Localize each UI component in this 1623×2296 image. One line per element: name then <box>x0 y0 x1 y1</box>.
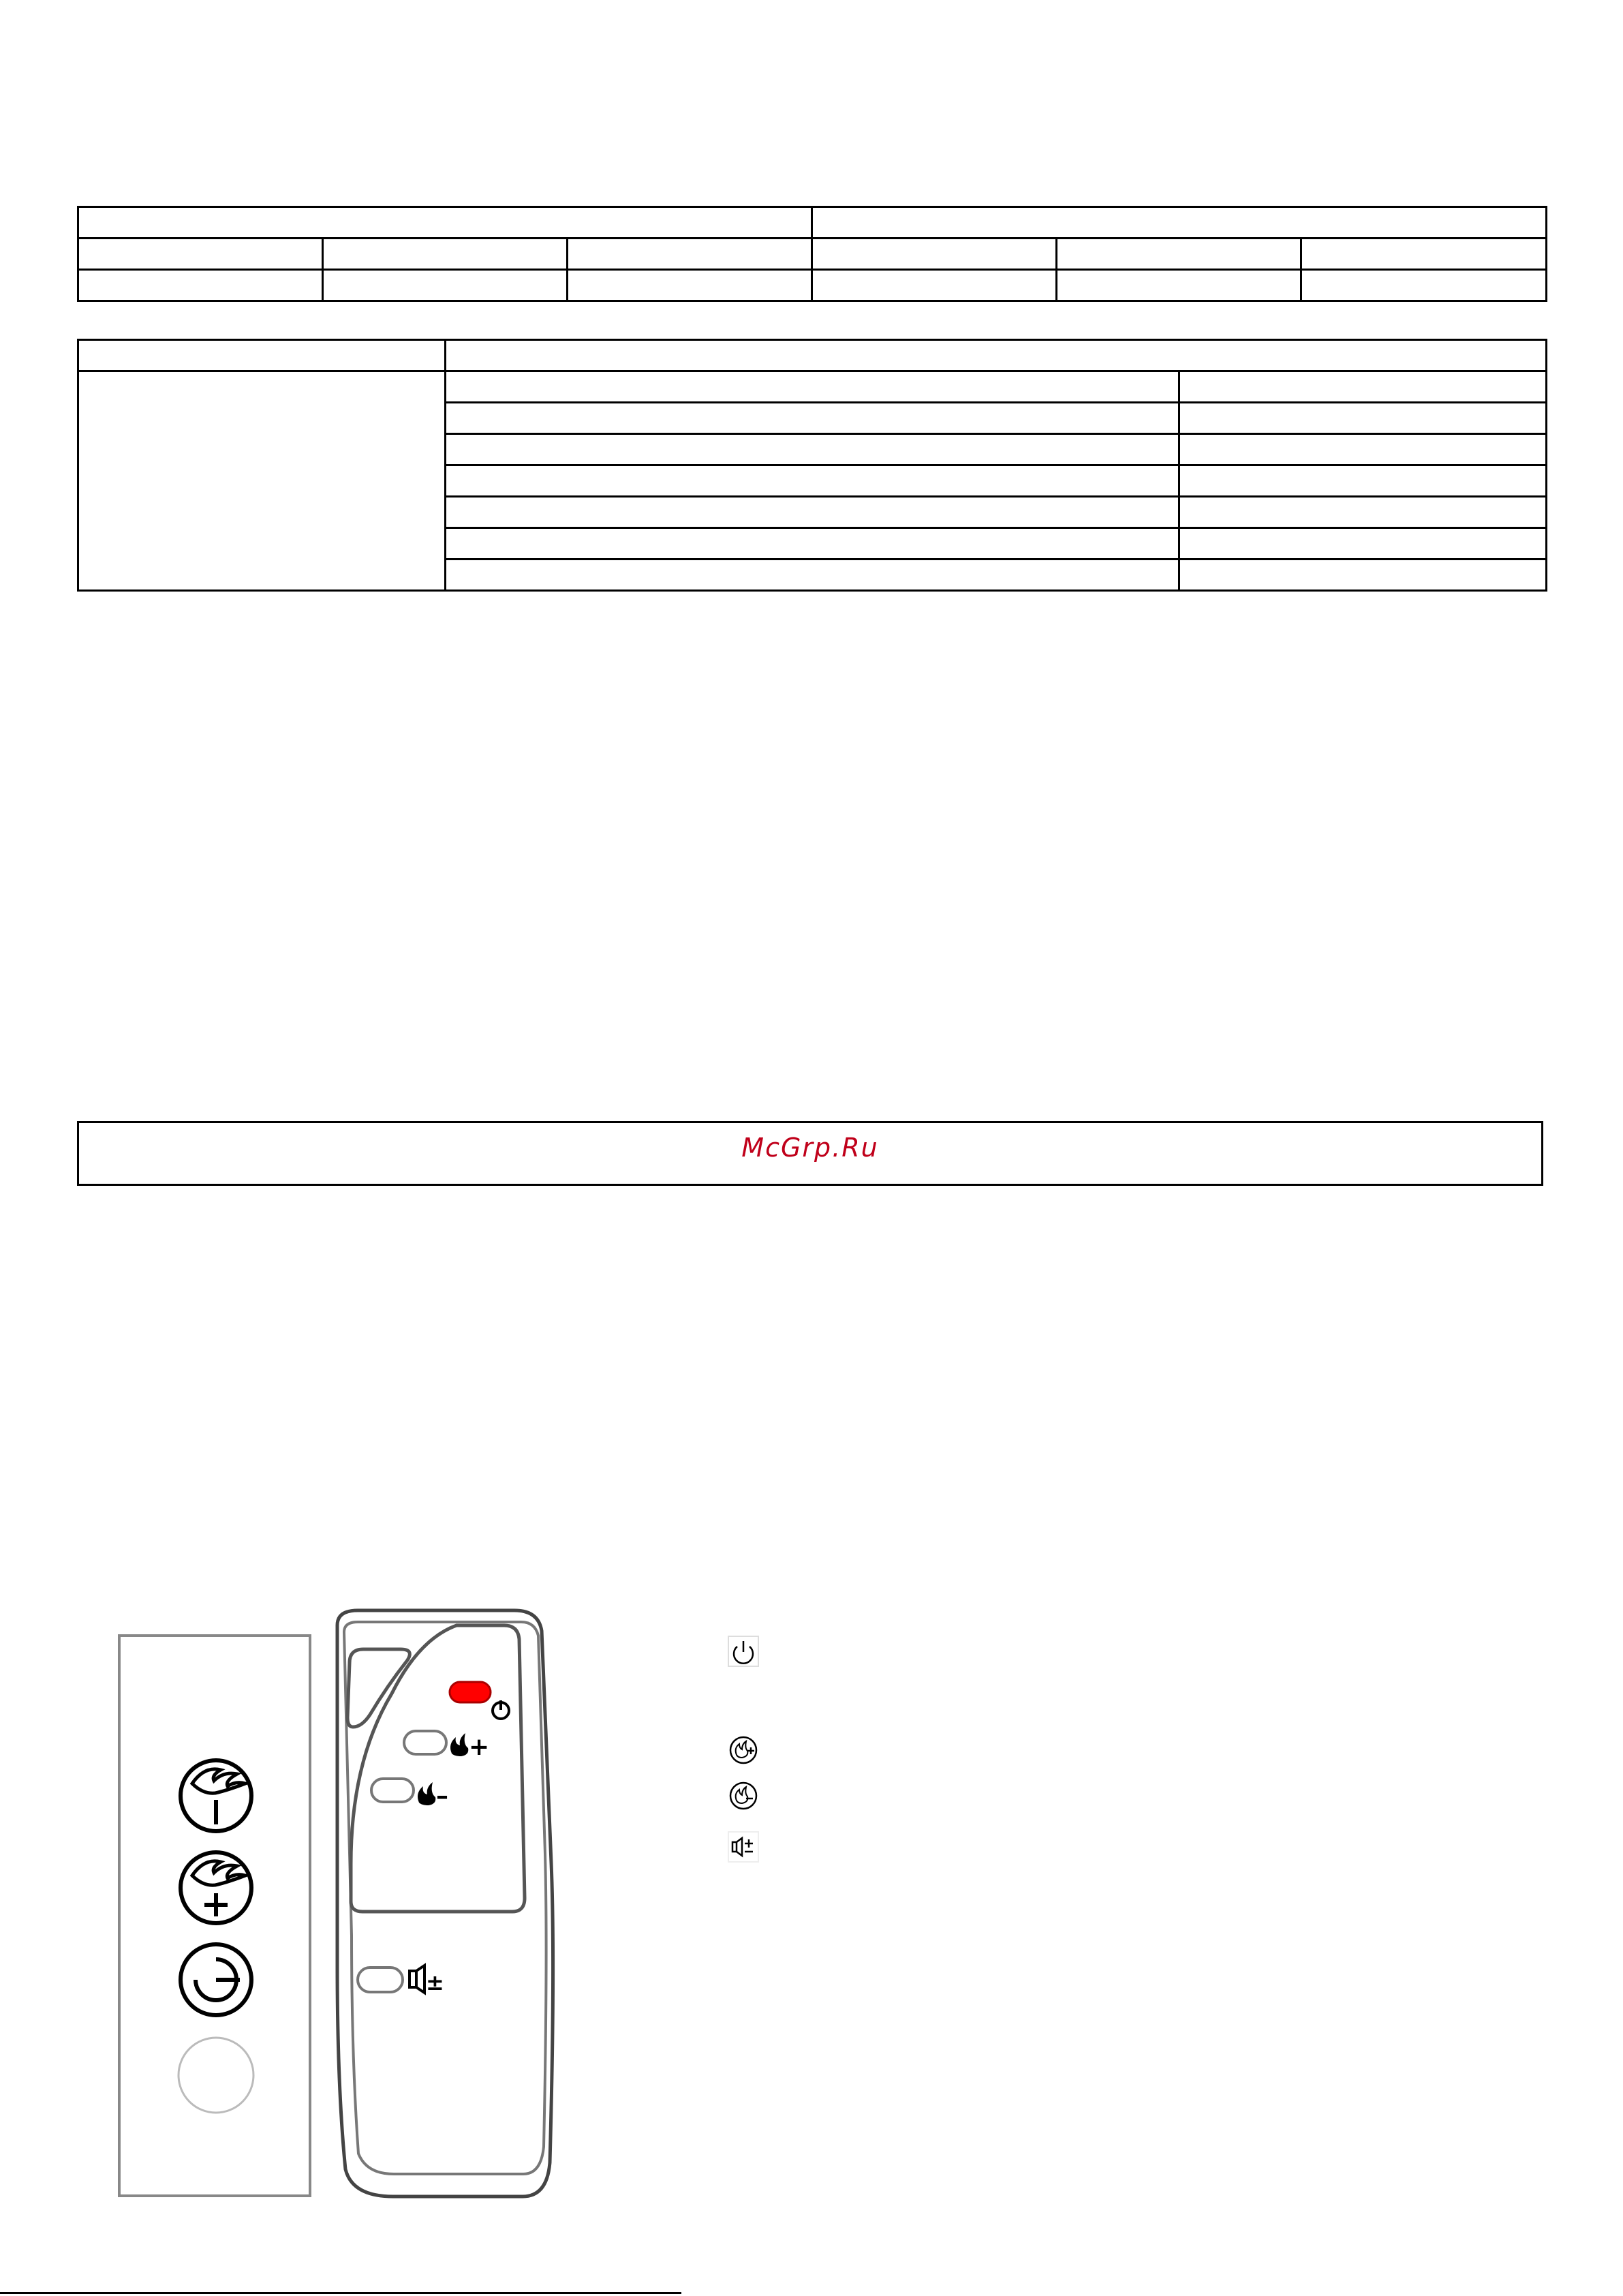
table-cell <box>446 528 1179 560</box>
table-cell <box>1179 403 1547 434</box>
table-cell <box>568 270 812 301</box>
table-cell <box>446 560 1179 591</box>
table-row <box>78 270 1547 301</box>
spec-table <box>77 206 1547 302</box>
table-cell <box>1179 497 1547 528</box>
function-table <box>77 339 1547 592</box>
table-cell <box>446 371 1179 403</box>
sound-icon <box>728 1831 759 1863</box>
table-cell <box>812 239 1057 270</box>
table-cell <box>1057 270 1301 301</box>
table-cell <box>78 207 812 239</box>
table-cell <box>78 270 323 301</box>
power-button[interactable] <box>181 1944 251 2015</box>
table-cell <box>1301 239 1547 270</box>
table-cell <box>568 239 812 270</box>
table-row <box>78 340 1547 371</box>
table-cell <box>446 340 1547 371</box>
watermark-text: McGrp.Ru <box>741 1133 879 1163</box>
table-cell <box>78 340 446 371</box>
table-cell <box>1179 371 1547 403</box>
flame-up-icon <box>728 1734 759 1766</box>
flame-up-button[interactable] <box>181 1852 251 1923</box>
table-cell <box>1179 528 1547 560</box>
svg-text:–: – <box>436 1782 448 1810</box>
table-cell <box>446 497 1179 528</box>
power-icon <box>728 1636 759 1667</box>
table-cell <box>812 270 1057 301</box>
table-cell <box>323 270 568 301</box>
table-cell <box>446 403 1179 434</box>
table-cell <box>78 239 323 270</box>
table-row <box>78 371 1547 403</box>
table-cell <box>1179 465 1547 497</box>
flame-down-button[interactable] <box>181 1760 251 1831</box>
watermark-box <box>77 1121 1543 1186</box>
control-panel-illustration <box>116 1632 313 2201</box>
table-cell <box>323 239 568 270</box>
table-row <box>78 207 1547 239</box>
table-cell <box>812 207 1547 239</box>
flame-down-icon <box>728 1780 759 1811</box>
receiver-window <box>179 2038 253 2113</box>
svg-text:+: + <box>469 1733 490 1761</box>
table-cell <box>1179 434 1547 465</box>
table-cell <box>446 465 1179 497</box>
table-cell <box>1057 239 1301 270</box>
table-cell <box>1301 270 1547 301</box>
svg-text:±: ± <box>426 1970 444 1995</box>
remote-control-illustration <box>324 1605 569 2218</box>
table-row <box>78 239 1547 270</box>
table-cell <box>78 371 446 591</box>
bottom-rule <box>0 2292 681 2294</box>
table-cell <box>1179 560 1547 591</box>
table-cell <box>446 434 1179 465</box>
